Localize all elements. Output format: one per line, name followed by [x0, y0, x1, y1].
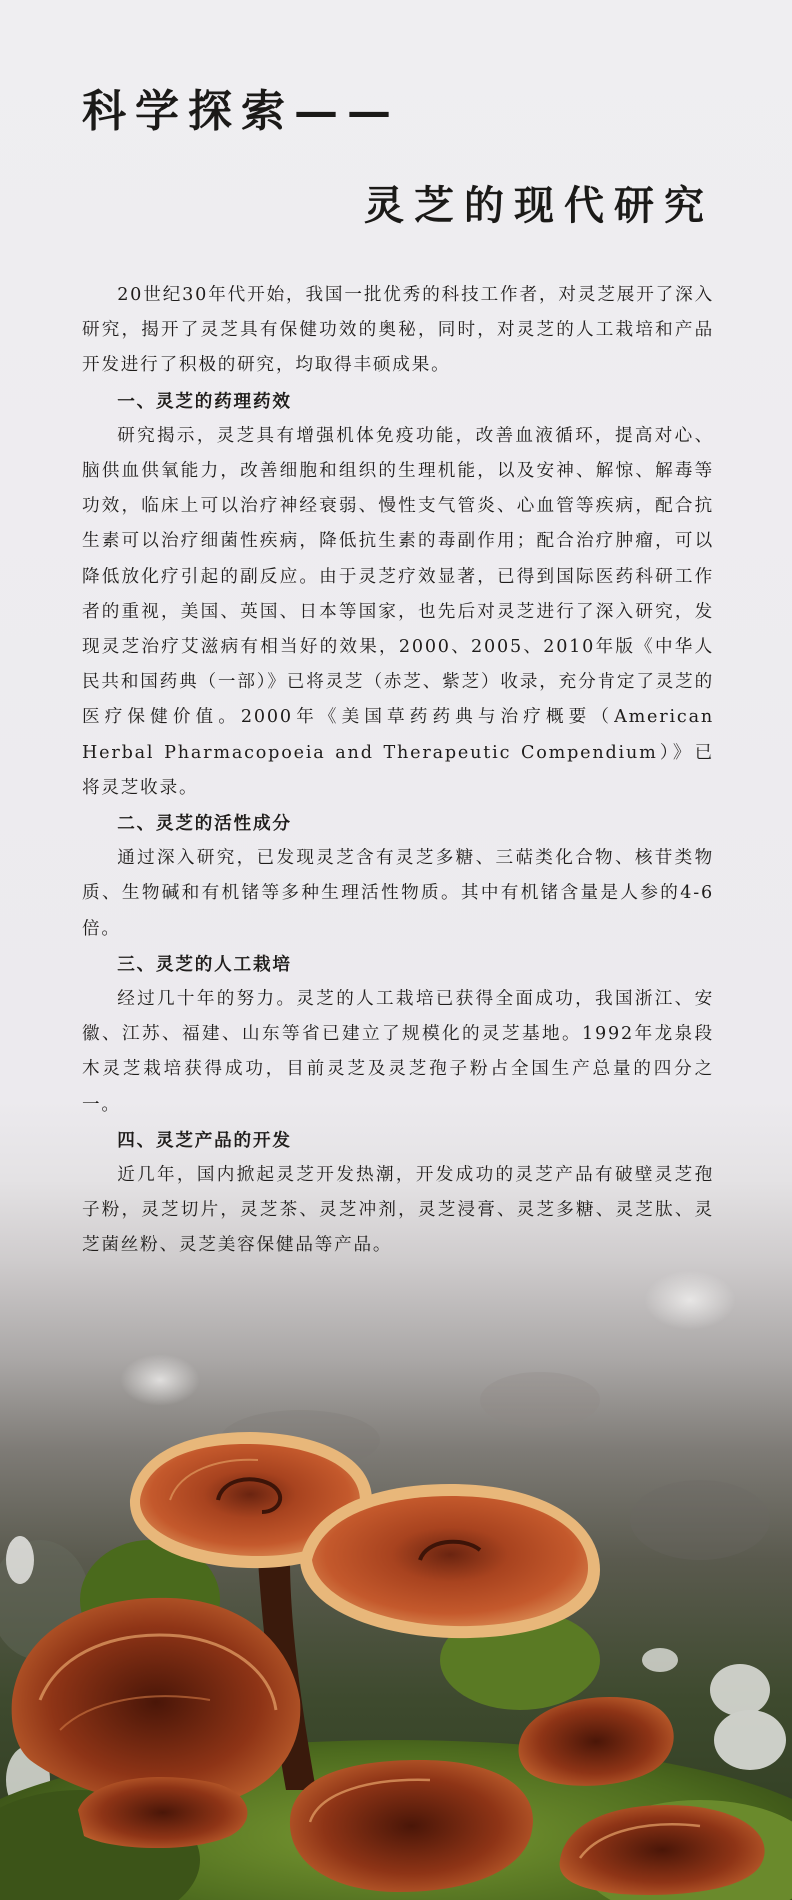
section-heading-products: 四、灵芝产品的开发 [117, 1129, 292, 1151]
section-paragraph-products: 近几年，国内掀起灵芝开发热潮，开发成功的灵芝产品有破壁灵芝孢子粉，灵芝切片，灵芝茶、灵芝冲剂，灵芝浸膏、灵芝多糖、灵芝肽、灵芝菌丝粉、灵芝美容保健品等产品。 [82, 1165, 714, 1256]
section-paragraph-pharmacology: 研究揭示，灵芝具有增强机体免疫功能，改善血液循环，提高对心、脑供血供氧能力，改善细胞和组织的生理机能，以及安神、解惊、解毒等功效，临床上可以治疗神经衰弱、慢性支气管炎、心血管等疾病，配合抗生素可以治疗细菌性疾病，降低抗生素的毒副作用；配合治疗肿瘤，可以降低放化疗引起的副反应。由于灵芝疗效显著，已得到国际医药科研工作者的重视，美国、英国、日本等国家，也先后对灵芝进行了深入研究，发现灵芝治疗艾滋病有相当好的效果，2000、2005、2010年版《中华人民共和国药典（一部）》已将灵芝（赤芝、紫芝）收录，充分肯定了灵芝的医疗保健价值。2000年《美国草药药典与治疗概要（American Herbal Pharmacopoeia and Therapeutic Compendium）》已将灵芝收录。 [82, 425, 714, 798]
intro-paragraph: 20世纪30年代开始，我国一批优秀的科技工作者，对灵芝展开了深入研究，揭开了灵芝具有保健功效的奥秘，同时，对灵芝的人工栽培和产品开发进行了积极的研究，均取得丰硕成果。 [82, 285, 714, 376]
section-paragraph-cultivation: 经过几十年的努力。灵芝的人工栽培已获得全面成功，我国浙江、安徽、江苏、福建、山东等省已建立了规模化的灵芝基地。1992年龙泉段木灵芝栽培获得成功，目前灵芝及灵芝孢子粉占全国生产总量的四分之一。 [82, 989, 714, 1115]
mushroom-cap-left [12, 1598, 301, 1807]
mushroom-cap-right [300, 1484, 600, 1638]
article-body [82, 278, 714, 1264]
section-heading-pharmacology: 一、灵芝的药理药效 [117, 390, 292, 412]
section-heading-active-ingredients: 二、灵芝的活性成分 [117, 813, 292, 835]
section-heading-cultivation: 三、灵芝的人工栽培 [117, 953, 292, 975]
section-paragraph-active-ingredients: 通过深入研究，已发现灵芝含有灵芝多糖、三萜类化合物、核苷类物质、生物碱和有机锗等多种生理活性物质。其中有机锗含量是人参的4-6倍。 [82, 848, 714, 939]
page-subtitle: 灵芝的现代研究 [364, 182, 714, 229]
page-title: 科学探索—— [82, 86, 400, 137]
